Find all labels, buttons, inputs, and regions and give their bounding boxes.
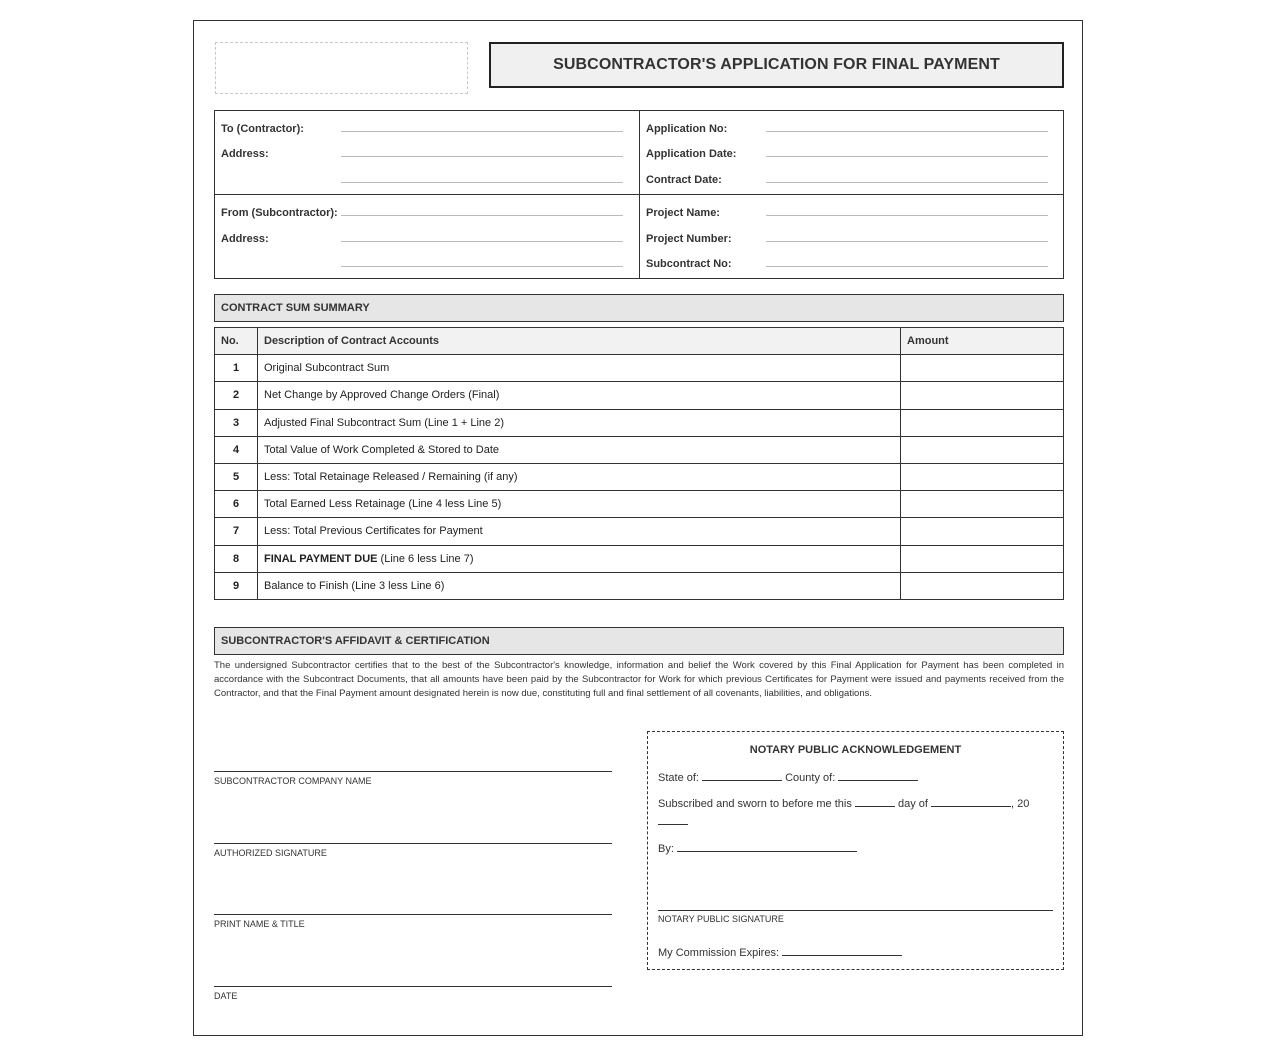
- row-description-text: Less: Total Retainage Released / Remaining (if any): [264, 471, 518, 484]
- row-description: [258, 409, 901, 436]
- row-description-text: Less: Total Previous Certificates for Payment: [264, 525, 483, 538]
- form-title: SUBCONTRACTOR'S APPLICATION FOR FINAL PAYMENT: [489, 42, 1064, 88]
- row-number: 8: [215, 545, 258, 572]
- county-label: County of:: [785, 772, 836, 784]
- row-description-text: (Line 6 less Line 7): [377, 552, 474, 565]
- row-description: [258, 463, 901, 490]
- row-amount-field[interactable]: [901, 463, 1064, 490]
- to-contractor-label: To (Contractor):: [221, 123, 304, 135]
- commission-row: [658, 945, 902, 959]
- contract-date-label: Contract Date:: [646, 174, 722, 186]
- from-subcontractor-label: From (Subcontractor):: [221, 207, 338, 219]
- subcontractor-address-field[interactable]: [341, 241, 623, 242]
- row-number: 2: [215, 382, 258, 409]
- project-name-label: Project Name:: [646, 207, 720, 219]
- by-row: [658, 841, 857, 855]
- row-description: [258, 518, 901, 545]
- application-date-field[interactable]: [766, 156, 1048, 157]
- application-no-field[interactable]: [766, 131, 1048, 132]
- contract-sum-summary-header: CONTRACT SUM SUMMARY: [214, 294, 1064, 322]
- year-field[interactable]: [658, 814, 688, 825]
- contract-date-field[interactable]: [766, 182, 1048, 183]
- row-description-text: Original Subcontract Sum: [264, 362, 390, 375]
- subscribed-row: [658, 796, 1029, 810]
- state-label: State of:: [658, 772, 699, 784]
- project-name-field[interactable]: [766, 215, 1048, 216]
- table-row: [215, 545, 1064, 572]
- row-number: 6: [215, 491, 258, 518]
- notary-title: NOTARY PUBLIC ACKNOWLEDGEMENT: [749, 744, 962, 756]
- contract-sum-table: [214, 327, 1064, 600]
- table-row: [215, 572, 1064, 599]
- table-row: [215, 463, 1064, 490]
- print-name-line[interactable]: [214, 914, 612, 915]
- company-name-line[interactable]: [214, 771, 612, 772]
- company-name-label: SUBCONTRACTOR COMPANY NAME: [214, 776, 372, 786]
- authorized-signature-line[interactable]: [214, 843, 612, 844]
- authorized-signature-label: AUTHORIZED SIGNATURE: [214, 848, 327, 858]
- notary-signature-label: NOTARY PUBLIC SIGNATURE: [658, 914, 784, 924]
- table-header-row: [215, 328, 1064, 355]
- row-amount-field[interactable]: [901, 572, 1064, 599]
- row-description-text: Balance to Finish (Line 3 less Line 6): [264, 579, 445, 592]
- subcontractor-address-label: Address:: [221, 233, 269, 245]
- row-number: 1: [215, 355, 258, 382]
- day-field[interactable]: [855, 796, 895, 807]
- date-label: DATE: [214, 991, 238, 1001]
- column-header-description: Description of Contract Accounts: [258, 328, 901, 355]
- contractor-address-label: Address:: [221, 148, 269, 160]
- column-header-amount: Amount: [901, 328, 1064, 355]
- by-label: By:: [658, 843, 674, 855]
- subscribed-label: Subscribed and sworn to before me this: [658, 798, 852, 810]
- application-no-label: Application No:: [646, 123, 728, 135]
- row-number: 5: [215, 463, 258, 490]
- logo-placeholder: [215, 42, 468, 94]
- year-row: [658, 814, 688, 828]
- year-label: , 20: [1010, 798, 1030, 810]
- row-amount-field[interactable]: [901, 545, 1064, 572]
- project-number-label: Project Number:: [646, 233, 732, 245]
- contractor-address-field-2[interactable]: [341, 182, 623, 183]
- row-description-emphasis: FINAL PAYMENT DUE: [264, 552, 378, 565]
- row-description-text: Total Earned Less Retainage (Line 4 less Line 5): [264, 498, 502, 511]
- row-number: 9: [215, 572, 258, 599]
- row-description: [258, 355, 901, 382]
- form-page: [193, 20, 1083, 1036]
- row-number: 4: [215, 436, 258, 463]
- by-field[interactable]: [677, 841, 857, 852]
- row-amount-field[interactable]: [901, 382, 1064, 409]
- row-amount-field[interactable]: [901, 409, 1064, 436]
- row-description-text: Net Change by Approved Change Orders (Final): [264, 389, 500, 402]
- contractor-address-field[interactable]: [341, 156, 623, 157]
- month-field[interactable]: [931, 796, 1011, 807]
- row-number: 7: [215, 518, 258, 545]
- print-name-label: PRINT NAME & TITLE: [214, 919, 305, 929]
- subcontract-no-label: Subcontract No:: [646, 258, 732, 270]
- date-line[interactable]: [214, 986, 612, 987]
- row-description-text: Adjusted Final Subcontract Sum (Line 1 + Line 2): [264, 416, 504, 429]
- county-field[interactable]: [838, 770, 918, 781]
- to-contractor-field[interactable]: [341, 131, 623, 132]
- grid-divider-horizontal: [215, 194, 1063, 195]
- from-subcontractor-field[interactable]: [341, 215, 623, 216]
- row-amount-field[interactable]: [901, 491, 1064, 518]
- table-row: [215, 491, 1064, 518]
- row-description: [258, 545, 901, 572]
- table-row: [215, 409, 1064, 436]
- commission-field[interactable]: [782, 945, 902, 956]
- day-of-label: day of: [897, 798, 928, 810]
- row-amount-field[interactable]: [901, 355, 1064, 382]
- column-header-no: No.: [215, 328, 258, 355]
- affidavit-header: SUBCONTRACTOR'S AFFIDAVIT & CERTIFICATION: [214, 627, 1064, 655]
- table-row: [215, 355, 1064, 382]
- project-number-field[interactable]: [766, 241, 1048, 242]
- row-number: 3: [215, 409, 258, 436]
- header-info-grid: [214, 110, 1064, 279]
- row-description: [258, 491, 901, 518]
- row-description: [258, 382, 901, 409]
- row-amount-field[interactable]: [901, 436, 1064, 463]
- application-date-label: Application Date:: [646, 148, 737, 160]
- state-field[interactable]: [702, 770, 782, 781]
- row-description: [258, 572, 901, 599]
- commission-label: My Commission Expires:: [658, 947, 780, 959]
- notary-signature-line[interactable]: [658, 910, 1053, 911]
- table-row: [215, 382, 1064, 409]
- table-row: [215, 518, 1064, 545]
- state-county-row: [658, 770, 918, 784]
- row-amount-field[interactable]: [901, 518, 1064, 545]
- table-row: [215, 436, 1064, 463]
- notary-acknowledgement-box: [647, 731, 1064, 970]
- subcontract-no-field[interactable]: [766, 266, 1048, 267]
- affidavit-text: The undersigned Subcontractor certifies that to the best of the Subcontractor's knowledge, information and belief the Work covered by this Final Application for Payment has been completed in accordance with the Subcontract Documents, that all amounts have been paid by the Subcontractor for Work for which previous Certificates for Payment were issued and payments received from the Contractor, and that the Final Payment amount designated herein is now due, constituting full and final settlement of all covenants, liabilities, and obligations.: [214, 660, 1064, 699]
- row-description: [258, 436, 901, 463]
- row-description-text: Total Value of Work Completed & Stored to Date: [264, 443, 499, 456]
- subcontractor-address-field-2[interactable]: [341, 266, 623, 267]
